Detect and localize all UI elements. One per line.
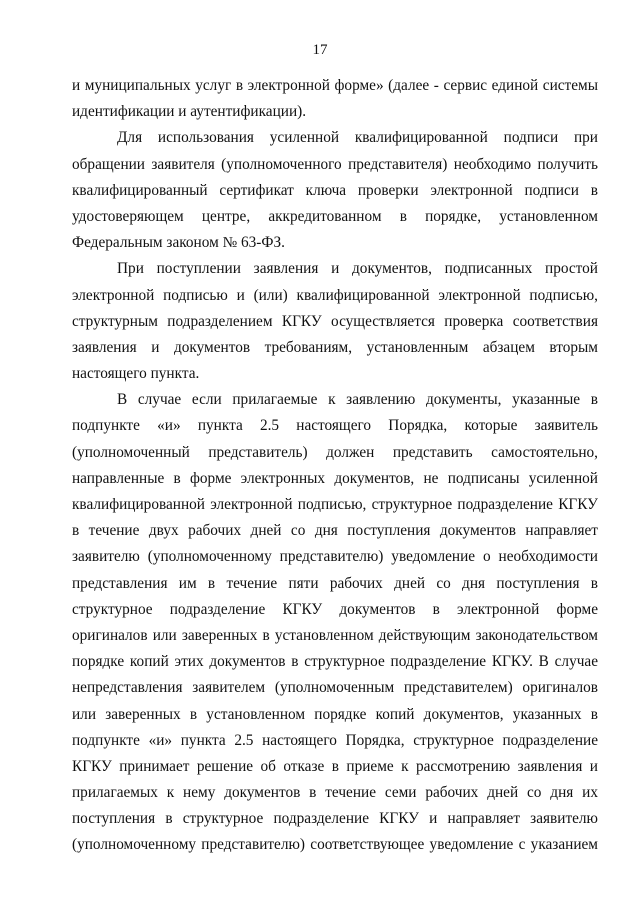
text-line: порядке копий этих документов в структурное подразделение КГКУ. В случае [72,653,598,671]
text-line: оригиналов или заверенных в установленном действующим законодательством [72,626,598,644]
text-line: Федеральным законом № 63-ФЗ. [72,234,285,252]
text-line: представления им в течение пяти рабочих дней со дня поступления в [72,574,598,592]
text-line: При поступлении заявления и документов, подписанных простой [117,260,598,278]
text-line: непредставления заявителем (уполномоченным представителем) оригиналов [72,679,598,697]
text-line: КГКУ принимает решение об отказе в приеме к рассмотрению заявления и [72,757,598,775]
text-line: поступления в структурное подразделение КГКУ и направляет заявителю [72,810,598,828]
text-line: заявления и документов требованиям, установленным абзацем вторым [72,338,598,356]
text-line: обращении заявителя (уполномоченного представителя) необходимо получить [72,155,598,173]
text-line: в течение двух рабочих дней со дня поступления документов направляет [72,522,598,540]
text-line: подпункте «и» пункта 2.5 настоящего Порядка, структурное подразделение [72,731,598,749]
text-line: прилагаемых к нему документов в течение семи рабочих дней со дня их [72,784,598,802]
text-line: структурным подразделением КГКУ осуществляется проверка соответствия [72,312,598,330]
text-line: удостоверяющем центре, аккредитованном в порядке, установленном [72,207,598,225]
page-number: 17 [312,42,328,58]
text-line: или заверенных в установленном порядке копий документов, указанных в [72,705,598,723]
text-line: электронной подписью и (или) квалифицированной электронной подписью, [72,286,598,304]
text-line: направленные в форме электронных документов, не подписаны усиленной [72,469,598,487]
text-line: настоящего пункта. [72,365,200,383]
text-line: подпункте «и» пункта 2.5 настоящего Порядка, которые заявитель [72,417,598,435]
text-line: квалифицированный сертификат ключа проверки электронной подписи в [72,181,598,199]
text-line: В случае если прилагаемые к заявлению документы, указанные в [117,391,598,409]
text-line: идентификации и аутентификации). [72,103,307,121]
document-body [72,73,598,859]
text-line: (уполномоченному представителю) соответствующее уведомление с указанием [72,836,598,854]
text-line: квалифицированной электронной подписью, структурное подразделение КГКУ [72,496,598,513]
text-line: заявителю (уполномоченному представителю) уведомление о необходимости [72,548,598,566]
text-line: (уполномоченный представитель) должен представить самостоятельно, [72,443,598,461]
text-line: Для использования усиленной квалифицированной подписи при [117,129,598,147]
text-line: структурное подразделение КГКУ документов в электронной форме [72,600,598,618]
text-line: и муниципальных услуг в электронной форме» (далее - сервис единой системы [72,77,598,94]
